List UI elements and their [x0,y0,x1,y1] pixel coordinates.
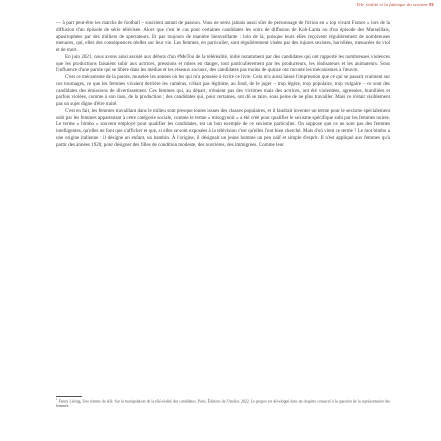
paragraph: En juin 2021, nous avons ainsi assisté aux débuts d'un #MeToo de la téléréalité, initié notamment par des candidates qui ont rapporté les nombreuses violences que les productions faisaient subir aux actrices, pressions et mises en danger, tout particulièrement par les producteurs, les réalisateurs et les animateurs. Sous l'influence d'une parole qui se libère dans les médias et les réseaux sociaux, des candidates pas moins de quinze ont raconté les mécanismes à l'œuvre. [56,53,390,74]
footnote-divider [56,396,82,397]
footnote-marker: 1 [56,397,58,401]
page-number: 81 [429,2,434,7]
running-header [234,2,434,7]
paragraph: — à part peut-être les matchs de football – suscitent autant de passion. Vous ne serez jamais aussi sûrs de personnage de fiction en « top vivant France » lors de la diffusion d'un épisode de série télévisée. Alors que c'est le cas pour certaines candidates les soirs de diffusion de Koh-Lanta ou d'un épisode des Marseillais, apostrophées par des milliers de spectateurs. Et pas toujours de manière bienveillante : loin de là, puisque leurs elles reçoivent régulièrement de nombreuses menaces, qui, elles des conséquences réelles sur leur vie. Les femmes, en particulier, sont régulièrement visées par des injures sexistes, harcèlées, menacées de viol et de mort. [56,20,390,53]
footnote-text: Fanny Lelong, Une femme de télé. Sur la manipulation de la télé-réalité des candidates, Paris, Éditions de l'Atelier, 2022. Le propos est développé dans un chapitre consacré à la question de la représentation des femmes. [56,399,390,409]
paragraph: C'est en fait, les femmes travaillant dans le milieu sont presque toutes issues des classes populaires, et il faudrait inventer un terme pour le sexisme spécialement subi par les femmes appartenant à cette catégorie sociale, comme le terme « misogynoir » a été créé pour qualifier le sexisme spécifique subi par les femmes noires. Le terme « bimbo » souvent employé pour qualifier les candidates, est un bon exemple de ce sexisme particulier. On suppose que ce ne sont pas des femmes intelligentes, qu'elles ne font que s'afficher et que, si elles se sont exposées à la télévision c'est qu'elles l'ont bien cherché. Mais d'où vient ce terme ? Le mot bimbo a une origine italienne : il désigne un enfant, un bambin. À l'origine, il désignait un jeune homme un peu naïf et simple d'esprit. Il n'est appliqué aux femmes qu'à partir des années 1920, pour désigner des filles de condition modeste, des ouvrières, des immigrées. Comme leur [56,107,390,148]
paragraph: C'est ce mécanisme de la parole, muselée les années où les qui m'a poussée à écrire ce livre. Cela m'a aussi laissé l'impression que ce qui se passait vraiment sur ces tournages, ce que les femmes vivaient derrière les caméras, n'était pas légitime, au fond, de le juger – trop légère, trop populaire, trop vulgaire – ce sont des candidates des émissions de divertissement. Ces femmes qui, au départ, n'étaient pas des victimes mais des actrices, ont été violentées, agressées, humiliées et parfois violées, comme à son insu, de la production ; des candidates qui, pour certaines, ont dû se taire, sous peine de ne plus travailler. Mais ce n'était visiblement pas un sujet digne d'être traité. [56,74,390,107]
footnote [56,399,390,409]
running-header-title: Tele réalité [356,2,379,7]
running-header-rest: et la fabrique du sexisme [379,2,428,7]
body-text [56,20,390,392]
